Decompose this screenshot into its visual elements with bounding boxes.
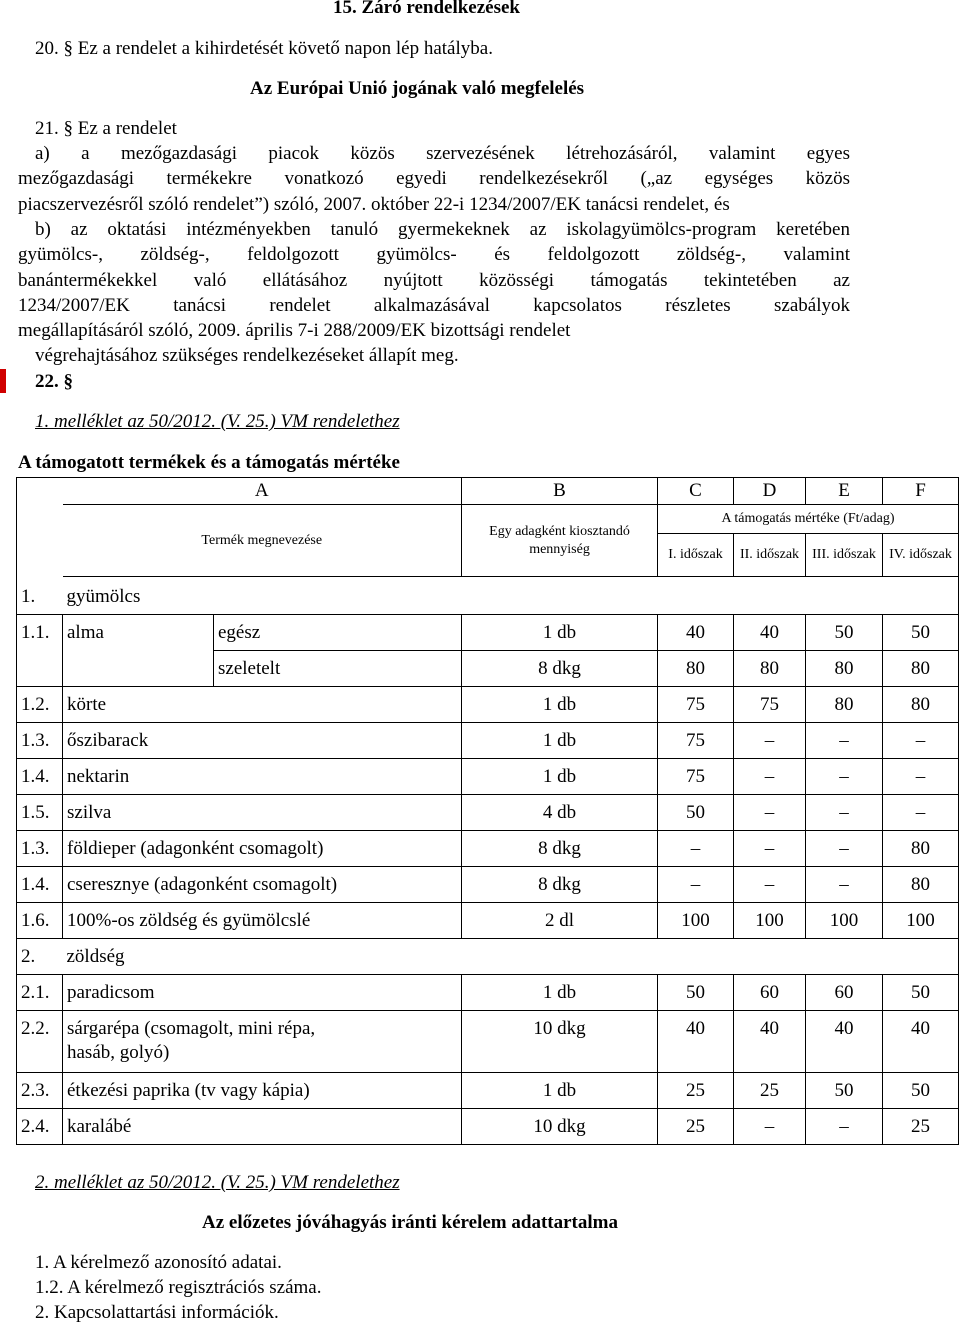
table-row [17,1011,959,1073]
table-row [17,795,959,831]
row-subtype: egész [214,615,462,651]
row-name: földieper (adagonként csomagolt) [63,831,462,867]
row-quantity: 1 db [462,687,658,723]
row-value-iii: – [806,1109,883,1145]
row-num: 2.1. [17,975,63,1011]
row-value-iv: – [883,795,959,831]
row-value-ii: 60 [734,975,806,1011]
col-letter-f: F [883,478,959,505]
paragraph-21-line: 1234/2007/EK tanácsi rendelet alkalmazásával kapcsolatos részletes szabályok [18,295,850,316]
paragraph-21-line: megállapításáról szóló, 2009. április 7-i 288/2009/EK bizottsági rendelet [18,320,571,341]
col-letter-a: A [63,478,462,505]
col-letter-d: D [734,478,806,505]
paragraph-21-line: gyümölcs-, zöldség-, feldolgozott gyümölcs- és feldolgozott zöldség-, valamint [18,244,850,265]
row-quantity: 1 db [462,615,658,651]
row-quantity: 10 dkg [462,1011,658,1073]
row-num: 2.3. [17,1073,63,1109]
row-value-iv: 40 [883,1011,959,1073]
eu-compliance-heading: Az Európai Unió jogának való megfelelés [250,78,585,99]
row-name: nektarin [63,759,462,795]
row-value-ii: 75 [734,687,806,723]
row-value-iv: 25 [883,1109,959,1145]
row-num: 1.4. [17,867,63,903]
row-value-i: – [658,831,734,867]
row-quantity: 8 dkg [462,651,658,687]
row-value-iii: 60 [806,975,883,1011]
table-row [17,831,959,867]
row-num: 1.5. [17,795,63,831]
annex-2-title: 2. melléklet az 50/2012. (V. 25.) VM rendelethez [35,1172,400,1193]
quantity-header: Egy adagként kiosztandó mennyiség [462,505,658,577]
paragraph-21-intro: 21. § Ez a rendelet [35,118,177,139]
row-num: 1.1. [17,615,63,687]
row-name: étkezési paprika (tv vagy kápia) [63,1073,462,1109]
row-value-i: 40 [658,615,734,651]
row-num: 2.2. [17,1011,63,1073]
product-name-header: Termék megnevezése [63,505,462,577]
header-spacer-cell [17,534,63,577]
row-value-i: 100 [658,903,734,939]
row-num: 1.4. [17,759,63,795]
row-value-ii: 25 [734,1073,806,1109]
row-num: 1.3. [17,831,63,867]
row-quantity: 1 db [462,723,658,759]
paragraph-21-line: végrehajtásához szükséges rendelkezéseket állapít meg. [35,345,459,366]
row-value-iv: – [883,759,959,795]
row-value-i: 25 [658,1109,734,1145]
row-value-ii: 80 [734,651,806,687]
col-letter-e: E [806,478,883,505]
row-value-ii: 40 [734,615,806,651]
row-value-iii: – [806,759,883,795]
row-value-iv: 50 [883,1073,959,1109]
row-name: sárgarépa (csomagolt, mini répa, hasáb, golyó) [63,1011,462,1073]
row-subtype: szeletelt [214,651,462,687]
row-value-iii: – [806,795,883,831]
period-3-header: III. időszak [806,534,883,577]
table-row [17,1073,959,1109]
table-row [17,1109,959,1145]
period-1-header: I. időszak [658,534,734,577]
row-num: 2.4. [17,1109,63,1145]
row-quantity: 8 dkg [462,867,658,903]
table-row [17,723,959,759]
annex-2-item: 2. Kapcsolattartási információk. [35,1302,279,1323]
row-num: 1.6. [17,903,63,939]
row-quantity: 1 db [462,759,658,795]
row-value-iii: – [806,831,883,867]
row-quantity: 10 dkg [462,1109,658,1145]
row-quantity: 2 dl [462,903,658,939]
row-name: szilva [63,795,462,831]
row-value-ii: 40 [734,1011,806,1073]
row-value-ii: – [734,759,806,795]
row-name: alma [63,615,214,687]
row-name: karalábé [63,1109,462,1145]
row-value-iii: 80 [806,687,883,723]
row-quantity: 4 db [462,795,658,831]
revision-marker [0,369,6,393]
group-2-name: zöldség [63,939,959,975]
row-name: körte [63,687,462,723]
row-value-iii: 100 [806,903,883,939]
row-name: őszibarack [63,723,462,759]
table-corner-cell [17,478,63,505]
table-row [17,687,959,723]
row-value-i: 75 [658,759,734,795]
row-value-ii: – [734,831,806,867]
row-value-ii: – [734,867,806,903]
paragraph-20: 20. § Ez a rendelet a kihirdetését követő napon lép hatályba. [35,38,493,59]
row-value-iv: 80 [883,867,959,903]
col-letter-b: B [462,478,658,505]
period-4-header: IV. időszak [883,534,959,577]
table-row [17,759,959,795]
row-name: cseresznye (adagonként csomagolt) [63,867,462,903]
paragraph-21-line: piacszervezésről szóló rendelet”) szóló, 2007. október 22-i 1234/2007/EK tanácsi rendelet, és [18,194,730,215]
annex-1-subtitle: A támogatott termékek és a támogatás mértéke [18,452,400,473]
row-value-i: 25 [658,1073,734,1109]
group-1-num: 1. [17,577,63,615]
row-value-iii: – [806,723,883,759]
row-value-i: 75 [658,723,734,759]
row-value-i: 50 [658,795,734,831]
header-spacer-cell [17,505,63,534]
support-table [16,477,959,1145]
row-num: 1.3. [17,723,63,759]
row-value-iii: 80 [806,651,883,687]
annex-2-item: 1.2. A kérelmező regisztrációs száma. [35,1277,322,1298]
row-value-iii: 50 [806,1073,883,1109]
annex-2-item: 1. A kérelmező azonosító adatai. [35,1252,282,1273]
row-value-iv: – [883,723,959,759]
row-quantity: 1 db [462,1073,658,1109]
period-2-header: II. időszak [734,534,806,577]
row-num: 1.2. [17,687,63,723]
row-quantity: 8 dkg [462,831,658,867]
row-value-i: – [658,867,734,903]
row-value-iii: – [806,867,883,903]
row-value-i: 80 [658,651,734,687]
row-value-iv: 50 [883,615,959,651]
row-value-ii: 100 [734,903,806,939]
row-value-iii: 40 [806,1011,883,1073]
paragraph-21-line: mezőgazdasági termékekre vonatkozó egyedi rendelkezésekről („az egységes közös [18,168,850,189]
section-heading: 15. Záró rendelkezések [333,0,520,18]
paragraph-21-line: a) a mezőgazdasági piacok közös szervezésének létrehozásáról, valamint egyes [35,143,850,164]
row-value-iv: 100 [883,903,959,939]
row-value-ii: – [734,723,806,759]
support-rate-header: A támogatás mértéke (Ft/adag) [658,505,959,534]
row-value-ii: – [734,1109,806,1145]
row-value-ii: – [734,795,806,831]
group-2-num: 2. [17,939,63,975]
paragraph-21-line: banántermékekkel való ellátásához nyújtott közösségi támogatás tekintetében az [18,270,850,291]
row-value-i: 75 [658,687,734,723]
row-value-iii: 50 [806,615,883,651]
row-value-i: 50 [658,975,734,1011]
table-row [17,903,959,939]
paragraph-21-line: b) az oktatási intézményekben tanuló gyermekeknek az iskolagyümölcs-program keretében [35,219,850,240]
table-row [17,975,959,1011]
row-value-i: 40 [658,1011,734,1073]
row-name: 100%-os zöldség és gyümölcslé [63,903,462,939]
row-value-iv: 80 [883,831,959,867]
annex-1-title: 1. melléklet az 50/2012. (V. 25.) VM rendelethez [35,411,400,432]
annex-2-subtitle: Az előzetes jóváhagyás iránti kérelem adattartalma [202,1212,618,1233]
row-value-iv: 50 [883,975,959,1011]
table-row [17,867,959,903]
col-letter-c: C [658,478,734,505]
row-quantity: 1 db [462,975,658,1011]
paragraph-22: 22. § [35,371,73,392]
row-value-iv: 80 [883,687,959,723]
row-value-iv: 80 [883,651,959,687]
row-name: paradicsom [63,975,462,1011]
group-1-name: gyümölcs [63,577,959,615]
